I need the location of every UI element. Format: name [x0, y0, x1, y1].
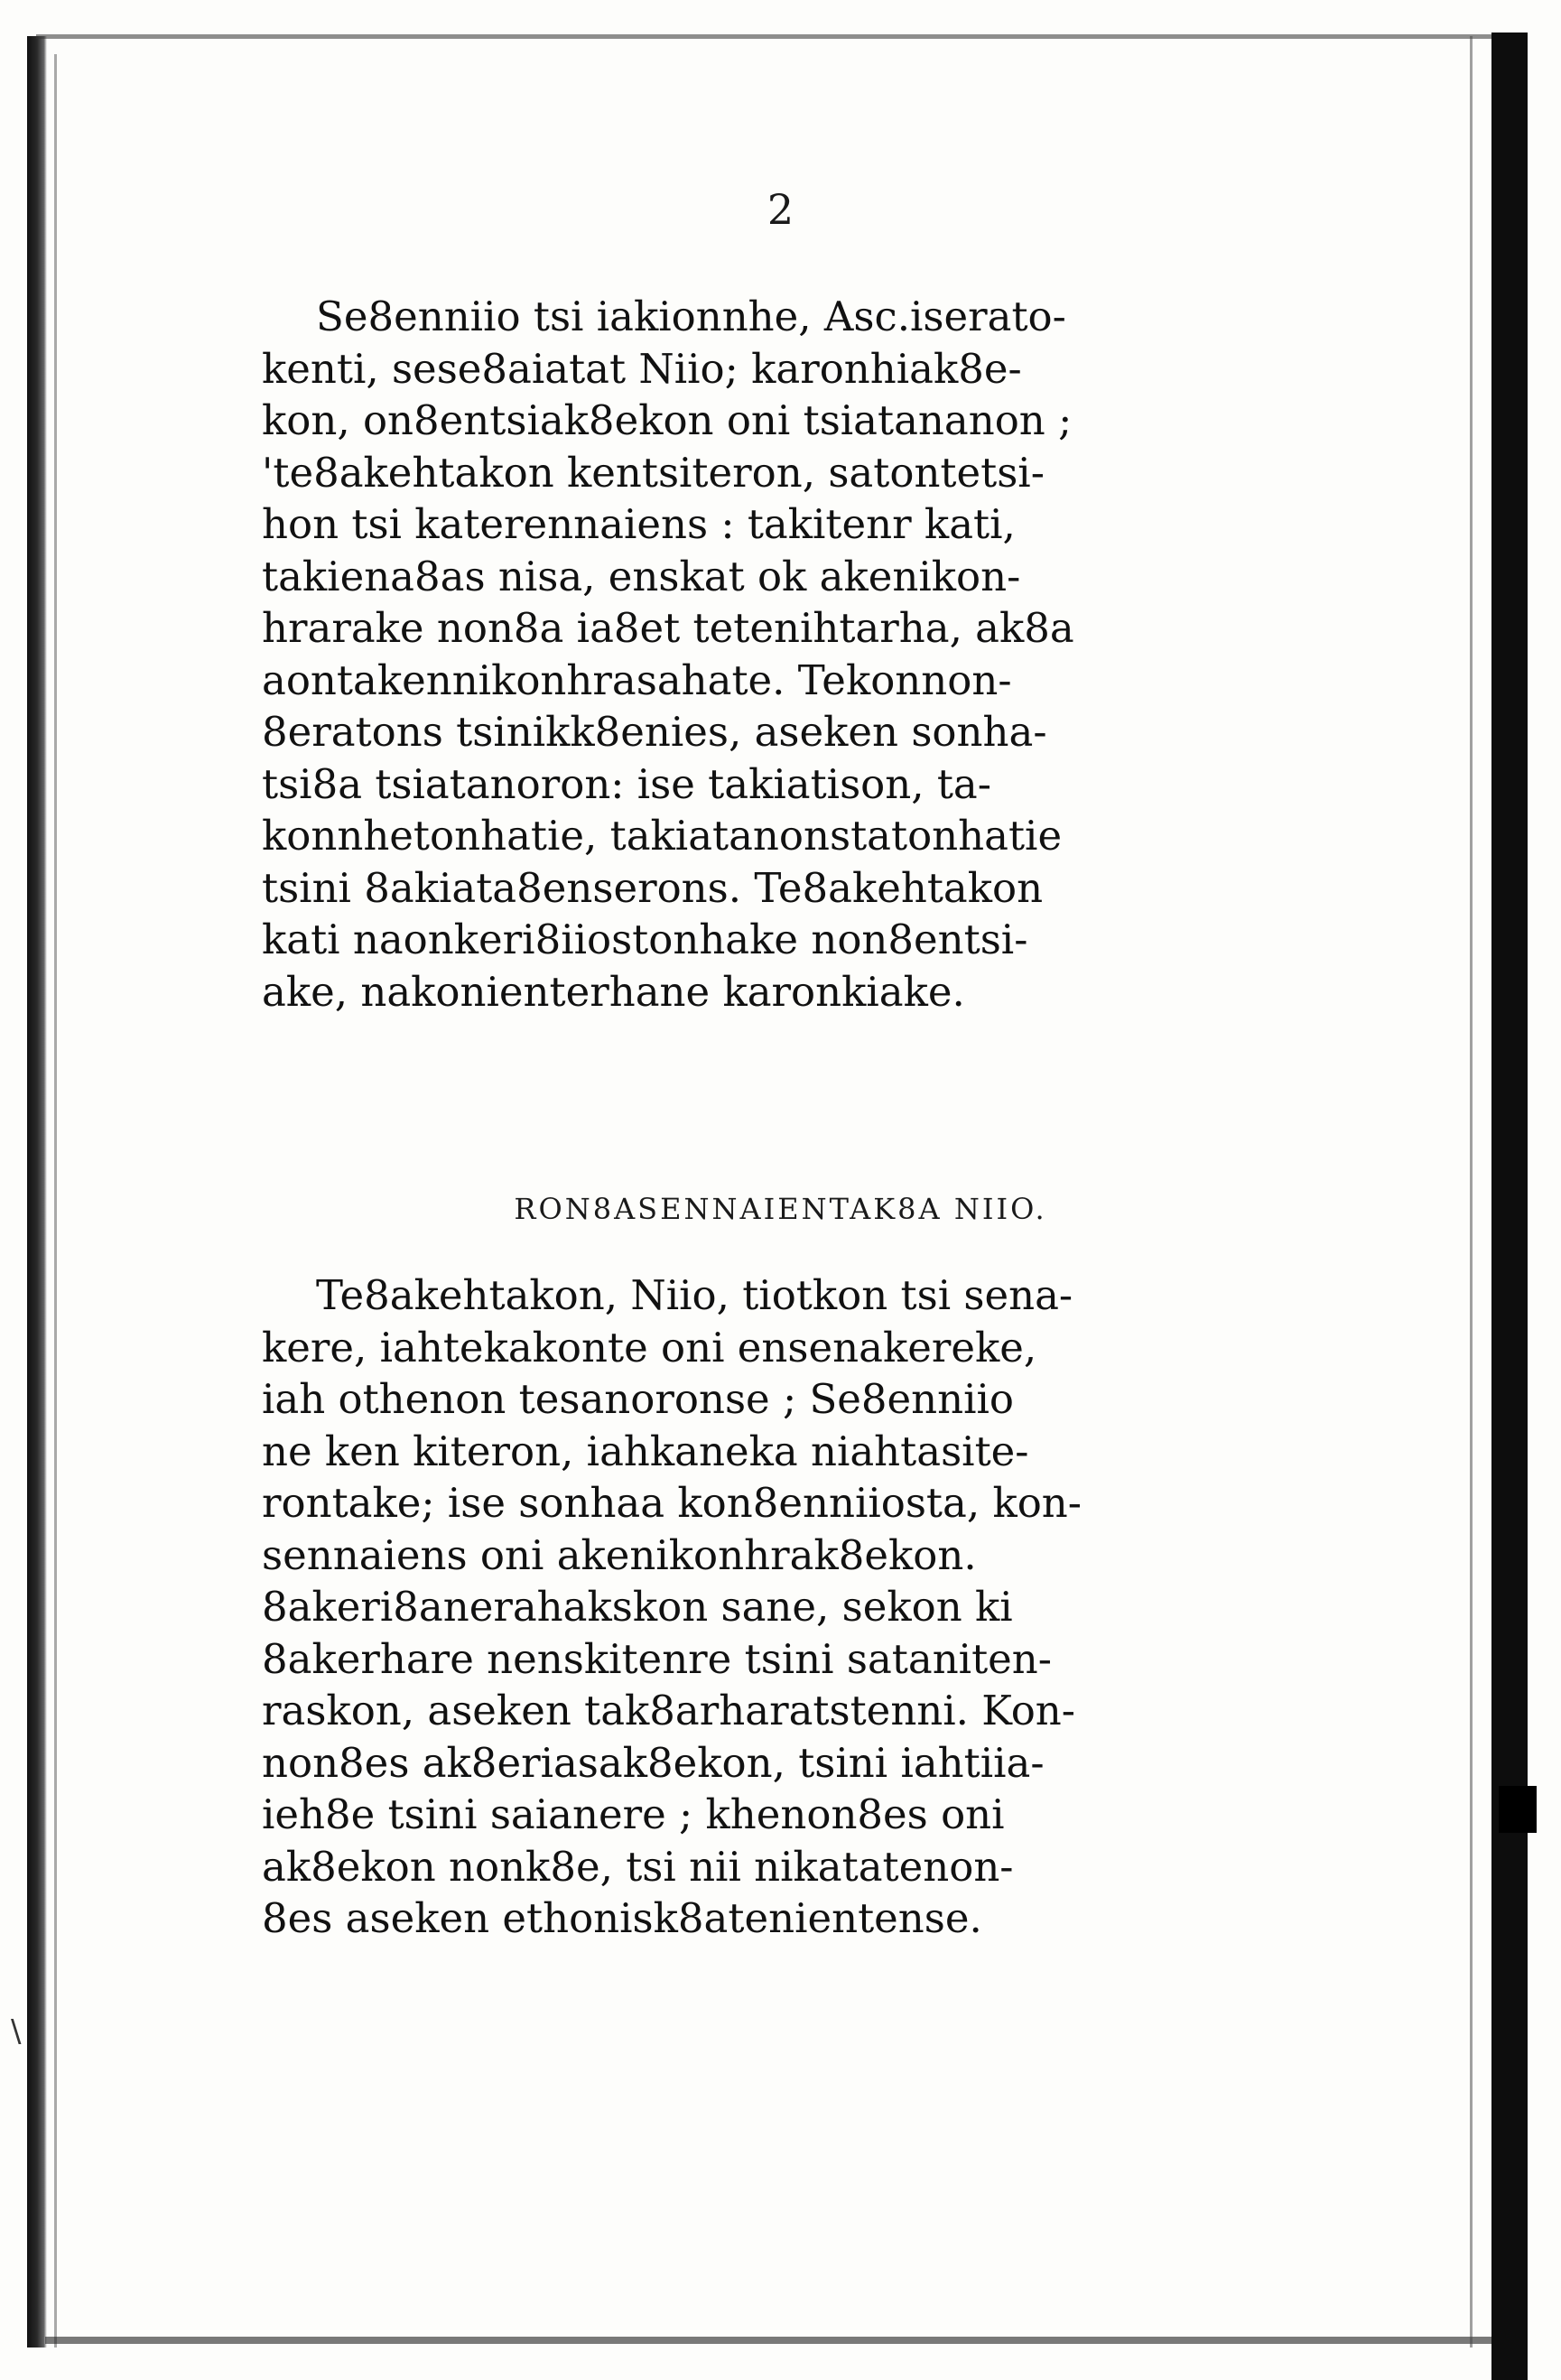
text-line: raskon, aseken tak8arharatstenni. Kon- [262, 1687, 1075, 1734]
text-line: 8akeri8anerahakskon sane, sekon ki [262, 1583, 1013, 1631]
text-line: ne ken kiteron, iahkaneka niahtasite- [262, 1427, 1029, 1475]
text-line: ake, nakonienterhane karonkiake. [262, 967, 965, 1016]
text-line: sennaiens oni akenikonhrak8ekon. [262, 1530, 977, 1579]
text-line: 8es aseken ethonisk8atenientense. [262, 1894, 982, 1942]
page-number: 2 [767, 185, 794, 234]
paragraph-section [262, 1269, 1309, 1945]
text-line: iah othenon tesanoronse ; Se8enniio [262, 1375, 1015, 1423]
text-line: hrarake non8a ia8et tetenihtarha, ak8a [262, 604, 1074, 652]
page-edge-line-bottom [45, 2337, 1508, 2344]
text-line: takiena8as nisa, enskat ok akenikon- [262, 552, 1021, 600]
text-line: tsini 8akiata8enserons. Te8akehtakon [262, 863, 1044, 912]
text-line: konnhetonhatie, takiatanonstatonhatie [262, 812, 1063, 860]
text-line: kati naonkeri8iiostonhake non8entsi- [262, 916, 1028, 963]
stray-mark: \ [11, 2013, 22, 2050]
text-line: 8akerhare nenskitenre tsini sataniten- [262, 1634, 1052, 1683]
text-line: Te8akehtakon, Niio, tiotkon tsi sena- [316, 1271, 1073, 1319]
scan-marker-block [1499, 1786, 1537, 1833]
section-heading: RON8ASENNAIENTAK8A NIIO. [514, 1192, 1047, 1226]
text-line: ieh8e tsini saianere ; khenon8es oni [262, 1790, 1005, 1838]
text-line: kon, on8entsiak8ekon oni tsiatananon ; [262, 396, 1073, 444]
text-line: hon tsi katerennaiens : takitenr kati, [262, 500, 1016, 548]
text-line: kenti, sese8aiatat Niio; karonhiak8e- [262, 344, 1022, 393]
text-line: 'te8akehtakon kentsiteron, satontetsi- [262, 448, 1045, 497]
text-line: 8eratons tsinikk8enies, aseken sonha- [262, 708, 1047, 756]
page-edge-line-top [36, 34, 1499, 39]
text-line: kere, iahtekakonte oni ensenakereke, [262, 1323, 1037, 1371]
paragraph-prayer [262, 291, 1309, 1018]
text-line: tsi8a tsiatanoron: ise takiatison, ta- [262, 759, 991, 808]
text-line: non8es ak8eriasak8ekon, tsini iahtiia- [262, 1738, 1045, 1787]
text-line: Se8enniio tsi iakionnhe, Asc.iserato- [316, 293, 1066, 340]
text-line: ak8ekon nonk8e, tsi nii nikatatenon- [262, 1842, 1014, 1891]
text-line: rontake; ise sonhaa kon8enniiosta, kon- [262, 1479, 1082, 1527]
text-line: aontakennikonhrasahate. Tekonnon- [262, 655, 1012, 704]
